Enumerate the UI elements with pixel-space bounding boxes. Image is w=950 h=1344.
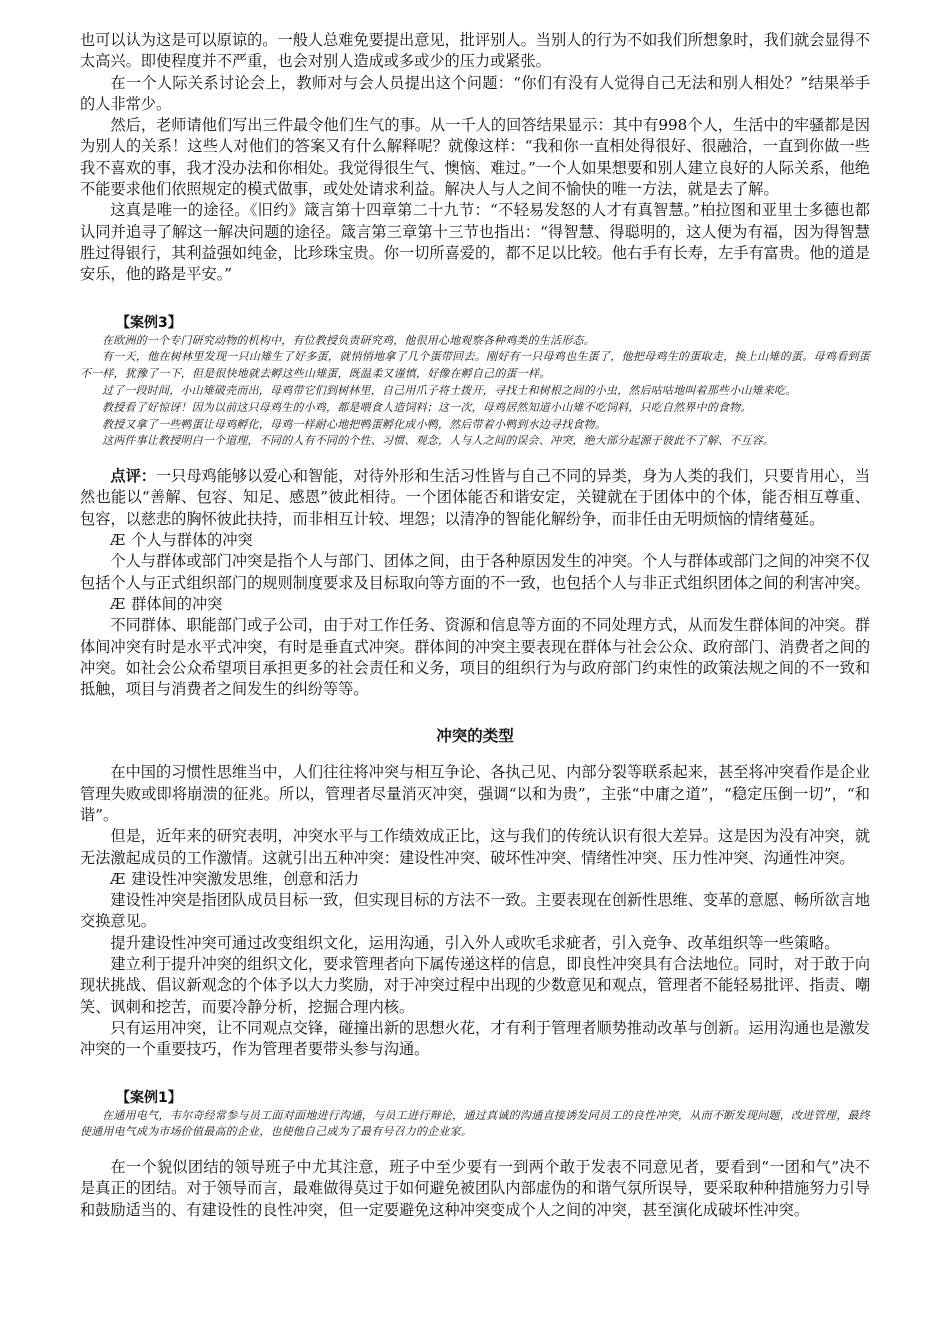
case-1-paragraph: 在通用电气，韦尔奇经常参与员工面对面地进行沟通，与员工进行辩论，通过真诚的沟通直接诱发同员工的良性冲突，从而不断发现问题，改进管理，最终使通用电气成为市场价值最高的企业，也使他自己成为了最有号召力的企业家。: [80, 1108, 870, 1139]
case-3-paragraph: 教授又拿了一些鸭蛋让母鸡孵化，母鸡一样耐心地把鸭蛋孵化成小鸭，然后带着小鸭到水边寻找食物。: [102, 417, 606, 431]
paragraph: 在一个人际关系讨论会上，教师对与会人员提出这个问题：“你们有没有人觉得自己无法和别人相处？”结果举手的人非常少。: [80, 73, 870, 113]
review-label: 点评：: [110, 467, 156, 486]
case-3-title: 【案例3】: [116, 314, 182, 331]
paragraph: 然后，老师请他们写出三件最令他们生气的事。从一千人的回答结果显示：其中有998个人，生活中的牢骚都是因为别人的关系！这些人对他们的答案又有什么解释呢？就像这样：“我和你一直相处得很好、很融洽，一直到你做一些我不喜欢的事，我才没办法和你相处。我觉得很生气、懊恼、难过。”一个人如果想要和别人建立良好的人际关系，他绝不能要求他们依照规定的模式做事，或处处请求利益。解决人与人之间不愉快的唯一方法，就是去了解。: [80, 116, 870, 199]
paragraph: 但是，近年来的研究表明，冲突水平与工作绩效成正比，这与我们的传统认识有很大差异。这是因为没有冲突，就无法激起成员的工作激情。这就引出五种冲突：建设性冲突、破坏性冲突、情绪性冲突、压力性冲突、沟通性冲突。: [80, 827, 870, 867]
section-heading-intergroup: [110, 594, 870, 615]
paragraph: 建立利于提升冲突的组织文化，要求管理者向下属传递这样的信息，即良性冲突具有合法地位。同时，对于敢于向现状挑战、倡议新观念的个体予以大力奖励，对于冲突过程中出现的少数意见和观点，管理者不能轻易批评、指责、嘲笑、讽刺和挖苦，而要冷静分析，挖掘合理内核。: [80, 955, 870, 1016]
case-1-title: 【案例1】: [116, 1089, 182, 1106]
section-title: 群体间的冲突: [131, 594, 223, 613]
case-3-paragraph: 在欧洲的一个专门研究动物的机构中，有位教授负责研究鸡，他很用心地观察各种鸡类的生活形态。: [102, 333, 595, 347]
spacer: [80, 1061, 870, 1071]
paragraph: 不同群体、职能部门或子公司，由于对工作任务、资源和信息等方面的不同处理方式，从而发生群体间的冲突。群体间冲突有时是水平式冲突，有时是垂直式冲突。群体间的冲突主要表现在群体与社会公众、政府部门、消费者之间的冲突。如社会公众希望项目承担更多的社会责任和义务，项目的组织行为与政府部门约束性的政策法规之间的不一致和抵触，项目与消费者之间发生的纠纷等等。: [80, 616, 870, 699]
spacer: [80, 286, 870, 296]
section-title: 个人与群体的冲突: [131, 531, 253, 550]
section-heading-individual-group: [110, 530, 870, 551]
section-heading-constructive: [110, 869, 870, 890]
paragraph: 也可以认为这是可以原谅的。一般人总难免要提出意见，批评别人。当别人的行为不如我们所想象时，我们就会显得不太高兴。即使程度并不严重，也会对别人造成或多或少的压力或紧张。: [80, 31, 870, 71]
paragraph: 个人与群体或部门冲突是指个人与部门、团体之间，由于各种原因发生的冲突。个人与群体或部门之间的冲突不仅包括个人与正式组织部门的规则制度要求及目标取向等方面的不一致，也包括个人与非正式组织团体之间的利害冲突。: [80, 552, 870, 592]
case-3-paragraph: 教授看了好惊讶！因为以前这只母鸡生的小鸡，都是喂食人造饲料；这一次，母鸡居然知道小山雉不吃饲料，只吃自然界中的食物。: [102, 400, 752, 414]
spacer: [80, 1141, 870, 1157]
bullet-icon: Æ: [110, 594, 126, 613]
paragraph: 在一个貌似团结的领导班子中尤其注意，班子中至少要有一到两个敢于发表不同意见者，要看到“一团和气”决不是真正的团结。对于领导而言，最难做得莫过于如何避免被团队内部虚伪的和谐气氛所误导，要采取种种措施努力引导和鼓励适当的、有建设性的良性冲突，但一定要避免这种冲突变成个人之间的冲突，甚至演化成破坏性冲突。: [80, 1158, 870, 1219]
paragraph: 提升建设性冲突可通过改变组织文化，运用沟通，引入外人或吹毛求疵者，引入竞争、改革组织等一些策略。: [110, 933, 840, 952]
section-title: 建设性冲突激发思维，创意和活力: [131, 869, 360, 888]
paragraph: 在中国的习惯性思维当中，人们往往将冲突与相互争论、各执己见、内部分裂等联系起来，甚至将冲突看作是企业管理失败或即将崩溃的征兆。所以，管理者尽量消灭冲突，强调“以和为贵”，主张“中庸之道”，“稳定压倒一切”，“和谐”。: [80, 763, 870, 824]
review-paragraph: [80, 466, 870, 530]
bullet-icon: Æ: [110, 531, 126, 550]
review-text: 一只母鸡能够以爱心和智能，对待外形和生活习性皆与自己不同的异类，身为人类的我们，只要肯用心，当然也能以“善解、包容、知足、感恩”彼此相待。一个团体能否和谐安定，关键就在于团体中的个体，能否相互尊重、包容，以慈悲的胸怀彼此扶持，而非相互计较、埋怨；以清净的智能化解纷争，而非任由无明烦恼的情绪蔓延。: [80, 467, 871, 528]
spacer: [80, 450, 870, 466]
paragraph: 这真是唯一的途径。《旧约》箴言第十四章第二十九节：“不轻易发怒的人才有真智慧。”柏拉图和亚里士多德也都认同并追寻了解这一解决问题的途径。箴言第三章第十三节也指出：“得智慧、得聪明的，这人便为有福，因为得智慧胜过得银行，其利益强如纯金，比珍珠宝贵。你一切所喜爱的，都不足以比较。他右手有长寿，左手有富贵。他的道是安乐，他的路是平安。”: [80, 201, 870, 284]
bullet-icon: Æ: [110, 869, 126, 888]
case-3-paragraph: 这两件事让教授明白一个道理，不同的人有不同的个性、习惯、观念，人与人之间的误会、冲突，绝大部分起源于彼此不了解、不互容。: [102, 434, 774, 448]
case-3-paragraph: 有一天，他在树林里发现一只山雉生了好多蛋，就悄悄地拿了几个蛋带回去。刚好有一只母鸡也生蛋了，他把母鸡生的蛋取走，换上山雉的蛋。母鸡看到蛋不一样，犹豫了一下，但是很快地就去孵这些山雉蛋，既温柔又谨慎，好像在孵自己的蛋一样。: [80, 350, 870, 381]
paragraph: 建设性冲突是指团队成员目标一致，但实现目标的方法不一致。主要表现在创新性思维、变革的意愿、畅所欲言地交换意见。: [80, 891, 870, 931]
case-3-paragraph: 过了一段时间，小山雉破壳而出，母鸡带它们到树林里，自己用爪子将土拨开，寻找土和树根之间的小虫，然后咕咕地叫着那些小山雉来吃。: [102, 383, 797, 397]
chapter-heading: 冲突的类型: [436, 727, 514, 746]
paragraph: 只有运用冲突，让不同观点交锋，碰撞出新的思想火花，才有利于管理者顺势推动改革与创新。运用沟通也是激发冲突的一个重要技巧，作为管理者要带头参与沟通。: [80, 1018, 870, 1059]
